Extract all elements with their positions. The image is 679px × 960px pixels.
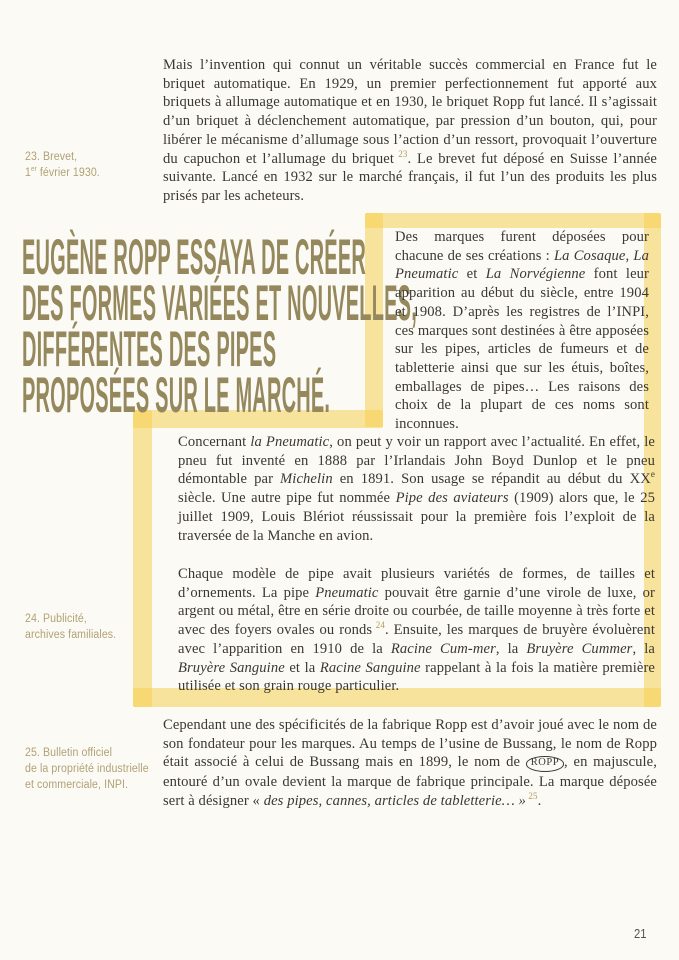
page-number: 21 — [634, 927, 647, 941]
paragraph-briquet: Mais l’invention qui connut un véritable succès commercial en France fut le briquet automatique. En 1929, un premier perfectionnement fut apporté aux briquets à allumage automatique et en 1930, le briquet Ropp fut lancé. Il s’agissait d’un briquet à déclenchement automatique, par pression d’un bouton, qui, pour libérer le mécanisme d’allumage sous l’action d’un ressort, provoquait l’ouverture du capuchon et l’allumage du briquet $^{23}$. Le brevet fut déposé en Suisse l’année suivante. Lancé en 1932 sur le marché français, il fut l’un des produits les plus prisés par les acheteurs. — [163, 57, 658, 204]
highlight-bar-top — [365, 213, 661, 228]
paragraph-modeles: Chaque modèle de pipe avait plusieurs variétés de formes, de tailles et d’ornements. La pipe Pneumatic pouvait être garnie d’une virole de luxe, or argent ou métal, être en série droite ou courbée, de taille moyenne à très forte et avec des foyers ovales ou ronds $^{24}$. Ensuite, les marques de bruyère évoluèrent avec l’apparition en 1910 de la Racine Cum-mer, la Bruyère Cummer, la Bruyère Sanguine et la Racine Sanguine rappelant à la fois la matière première utilisée et son grain rouge particulier. — [178, 566, 655, 695]
margin-note-line: 24. Publicité, — [25, 613, 87, 625]
margin-note-25 — [25, 745, 149, 793]
margin-note-23 — [25, 149, 149, 181]
margin-note-24 — [25, 611, 149, 643]
paragraph-marques-deposees: Des marques furent déposées pour chacune de ses créations : La Cosaque, La Pneumatic et La Norvégienne font leur apparition au début du siècle, entre 1904 et 1908. D’après les registres de l’INPI, ces marques sont destinées à être apposées sur les pipes, articles de fumeurs et de tabletterie ainsi que sur les étuis, boîtes, emballages de pipes… Les raisons des choix de la plupart de ces noms sont inconnues. — [395, 229, 650, 433]
paragraph-pneumatic: Concernant la Pneumatic, on peut y voir un rapport avec l’actualité. En effet, le pneu fut inventé en 1888 par l’Irlandais John Boyd Dunlop et le pneu démontable par Michelin en 1891. Son usage se répandit au début du XXe siècle. Une autre pipe fut nommée Pipe des aviateurs (1909) alors que, le 25 juillet 1909, Louis Blériot réussissait pour la première fois l’exploit de la traversée de la Manche en avion. — [178, 434, 655, 544]
margin-note-line: de la propriété industrielle — [25, 763, 149, 775]
headline-line: DES FORMES VARIÉES ET NOUVELLES, — [22, 275, 417, 331]
headline-line: EUGÈNE ROPP ESSAYA DE CRÉER — [22, 229, 367, 285]
headline-line: PROPOSÉES SUR LE MARCHÉ. — [22, 367, 331, 423]
margin-note-line: 25. Bulletin officiel — [25, 747, 113, 759]
margin-note-line: archives familiales. — [25, 629, 117, 641]
headline-line: DIFFÉRENTES DES PIPES — [22, 321, 277, 377]
paragraph-marque-ropp: Cependant une des spécificités de la fabrique Ropp est d’avoir joué avec le nom de son fondateur pour les marques. Au temps de l’usine de Bussang, le nom de Ropp était associé à celui de Bussang mais en 1899, le nom de ROPP , en majuscule, entouré d’un ovale devient la marque de fabrique principale. La marque déposée sert à désigner « des pipes, cannes, articles de tabletterie… » $^{25}$. — [163, 717, 657, 809]
margin-note-line: 23. Brevet, — [25, 151, 78, 163]
margin-note-line: 1er février 1930. — [25, 166, 100, 179]
highlight-bar-left — [133, 410, 152, 707]
margin-note-line: et commerciale, INPI. — [25, 779, 129, 791]
